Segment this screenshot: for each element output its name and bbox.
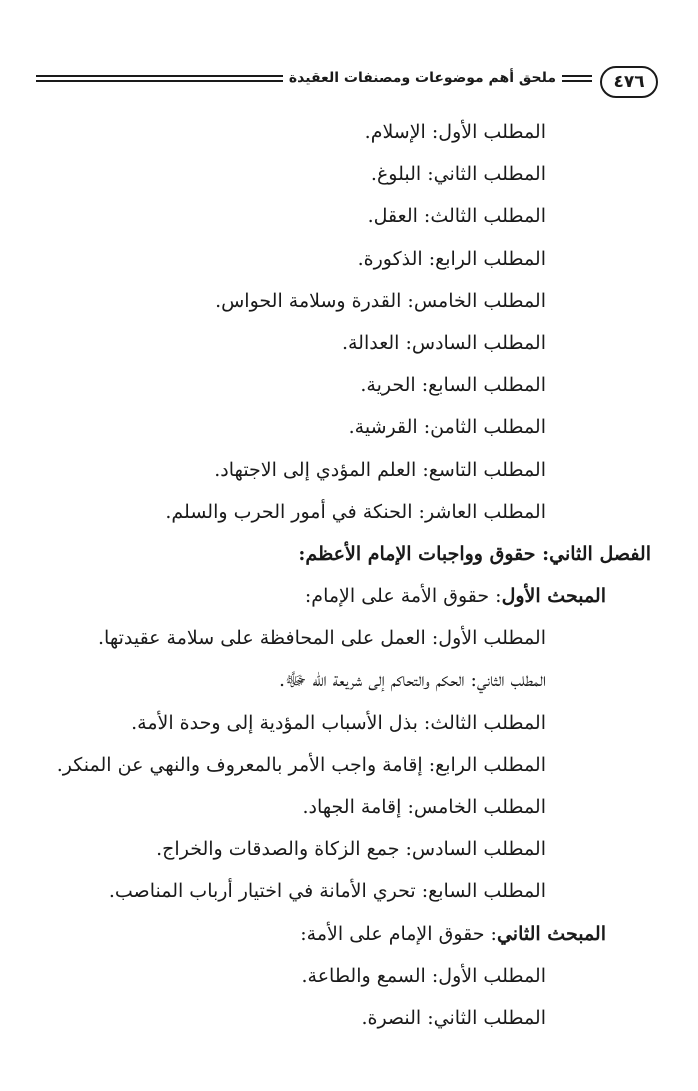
subsection-line xyxy=(36,111,546,153)
line-text: الخامس: إقامة الجهاد. xyxy=(302,796,484,818)
section-heading xyxy=(36,575,606,617)
line-text: الخامس: القدرة وسلامة الحواس. xyxy=(215,289,484,312)
header-rule-short xyxy=(562,75,592,82)
line-lead: المطلب xyxy=(483,796,546,818)
line-lead: المبحث الثاني xyxy=(496,922,606,945)
subsection-line xyxy=(36,997,546,1039)
line-text: الثالث: بذل الأسباب المؤدية إلى وحدة الأمة. xyxy=(131,711,484,734)
line-text: الثاني: البلوغ. xyxy=(370,163,484,186)
line-lead: المطلب xyxy=(483,1006,546,1029)
subsection-line xyxy=(36,617,546,659)
line-lead: المطلب xyxy=(483,374,546,397)
page-header xyxy=(36,62,658,102)
line-lead: المطلب xyxy=(483,838,546,861)
page-number-badge xyxy=(600,66,658,98)
line-text: الأول: الإسلام. xyxy=(364,121,484,143)
line-lead: المطلب xyxy=(483,289,546,312)
subsection-line xyxy=(36,744,546,786)
subsection-line xyxy=(36,153,546,195)
line-lead: المطلب xyxy=(483,458,546,481)
section-heading xyxy=(36,913,606,955)
line-text: الأول: العمل على المحافظة على سلامة عقيدتها. xyxy=(97,627,484,650)
line-text: الأول: السمع والطاعة. xyxy=(301,964,484,987)
subsection-line xyxy=(36,828,546,870)
line-text: السادس: جمع الزكاة والصدقات والخراج. xyxy=(156,838,484,861)
subsection-line xyxy=(36,280,546,322)
line-text: السابع: الحرية. xyxy=(360,374,484,397)
contents-list xyxy=(36,111,651,1039)
line-lead: المطلب xyxy=(483,163,546,186)
line-text: السادس: العدالة. xyxy=(341,331,484,354)
line-text: الرابع: إقامة واجب الأمر بالمعروف والنهي عن المنكر. xyxy=(56,753,484,776)
line-lead: المطلب xyxy=(483,627,546,650)
subsection-line xyxy=(36,786,546,828)
header-rule-long xyxy=(36,75,283,82)
line-lead: المطلب xyxy=(483,711,546,734)
line-text: التاسع: العلم المؤدي إلى الاجتهاد. xyxy=(214,458,484,481)
line-lead: المطلب xyxy=(483,121,546,143)
line-lead: المبحث الأول xyxy=(501,585,606,608)
subsection-line xyxy=(36,659,546,701)
subsection-line xyxy=(36,322,546,364)
line-lead: المطلب xyxy=(483,247,546,270)
subsection-line xyxy=(36,364,546,406)
running-title: ملحق أهم موضوعات ومصنفات العقيدة xyxy=(288,70,556,86)
subsection-line xyxy=(36,491,546,533)
line-lead: المطلب xyxy=(483,331,546,354)
subsection-line xyxy=(36,702,546,744)
line-text: الرابع: الذكورة. xyxy=(357,247,484,270)
line-text: الثاني: النصرة. xyxy=(361,1006,484,1029)
line-text: : حقوق الإمام على الأمة: xyxy=(300,922,497,945)
line-lead: المطلب xyxy=(483,416,546,439)
chapter-heading xyxy=(36,533,651,575)
running-title-bar xyxy=(36,70,592,86)
line-text: : حقوق الأمة على الإمام: xyxy=(304,585,502,608)
subsection-line xyxy=(36,406,546,448)
subsection-line xyxy=(36,955,546,997)
page-number: ٤٧٦ xyxy=(613,72,645,92)
subsection-line xyxy=(36,238,546,280)
line-text: الثامن: القرشية. xyxy=(348,416,484,439)
line-text: الثاني: الحكم والتحاكم إلى شريعة الله ﷻ. xyxy=(278,669,511,692)
line-lead: المطلب xyxy=(483,753,546,776)
line-text: السابع: تحري الأمانة في اختيار أرباب المناصب. xyxy=(108,880,484,903)
line-lead: المطلب xyxy=(510,669,546,692)
line-text: الثالث: العقل. xyxy=(367,205,484,228)
line-lead: المطلب xyxy=(483,964,546,987)
line-lead: المطلب xyxy=(483,880,546,903)
subsection-line xyxy=(36,195,546,237)
subsection-line xyxy=(36,449,546,491)
line-text: العاشر: الحنكة في أمور الحرب والسلم. xyxy=(165,500,484,523)
subsection-line xyxy=(36,870,546,912)
line-lead: المطلب xyxy=(483,500,546,523)
line-lead: الفصل الثاني: حقوق وواجبات الإمام الأعظم: xyxy=(298,542,651,565)
line-lead: المطلب xyxy=(483,205,546,228)
